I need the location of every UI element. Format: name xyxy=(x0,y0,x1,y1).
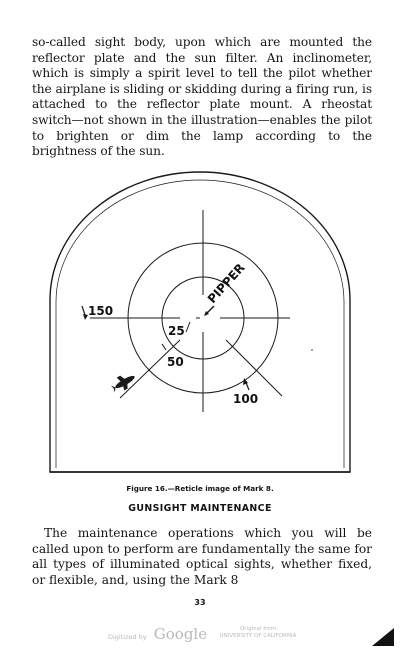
speck-mark xyxy=(311,349,313,351)
diagonal-lower-right xyxy=(226,340,282,396)
figure-caption: Figure 16.—Reticle image of Mark 8. xyxy=(126,484,274,493)
sight-housing-inner-outline xyxy=(56,180,344,468)
google-logo-text: Google xyxy=(153,625,208,643)
digitized-by-watermark xyxy=(108,624,207,643)
diagonal-lower-left xyxy=(120,340,180,398)
sight-housing-outline xyxy=(50,172,350,472)
section-heading: GUNSIGHT MAINTENANCE xyxy=(128,503,272,514)
mark-150-label: 150 xyxy=(88,304,114,318)
page-number: 33 xyxy=(194,598,206,607)
original-from-watermark xyxy=(218,626,298,640)
university-text: UNIVERSITY OF CALIFORNIA xyxy=(219,633,297,639)
airplane-silhouette-icon xyxy=(109,370,138,395)
mark-100-label: 100 xyxy=(233,392,259,406)
body-paragraph-top: so-called sight body, upon which are mounted the reflector plate and the sun filter. An inclinometer, which is simply a spirit level to tell the pilot whether the airplane is sliding or skidding during a firing run, is attached to the reflector plate mount. A rheostat switch—not shown in the illustration—enables the pilot to brighten or dim the lamp according to the brightness of the sun. xyxy=(32,35,372,159)
original-from-text: Original from xyxy=(239,626,277,632)
reticle-figure xyxy=(30,160,370,480)
pipper-label: PIPPER xyxy=(204,260,248,307)
body-paragraph-bottom: The maintenance operations which you will be called upon to perform are fundamentally the same for all types of illuminated optical sights, whether fixed, or flexible, and, using the Mark 8 xyxy=(32,526,373,587)
mark-50-arrow xyxy=(162,344,166,350)
reticle-illustration xyxy=(30,160,370,480)
mark-25-arrow xyxy=(186,322,190,332)
page-corner-mark-icon xyxy=(372,628,394,646)
mark-25-label: 25 xyxy=(168,324,185,338)
digitized-by-text: Digitized by xyxy=(108,633,147,641)
mark-50-label: 50 xyxy=(167,355,184,369)
